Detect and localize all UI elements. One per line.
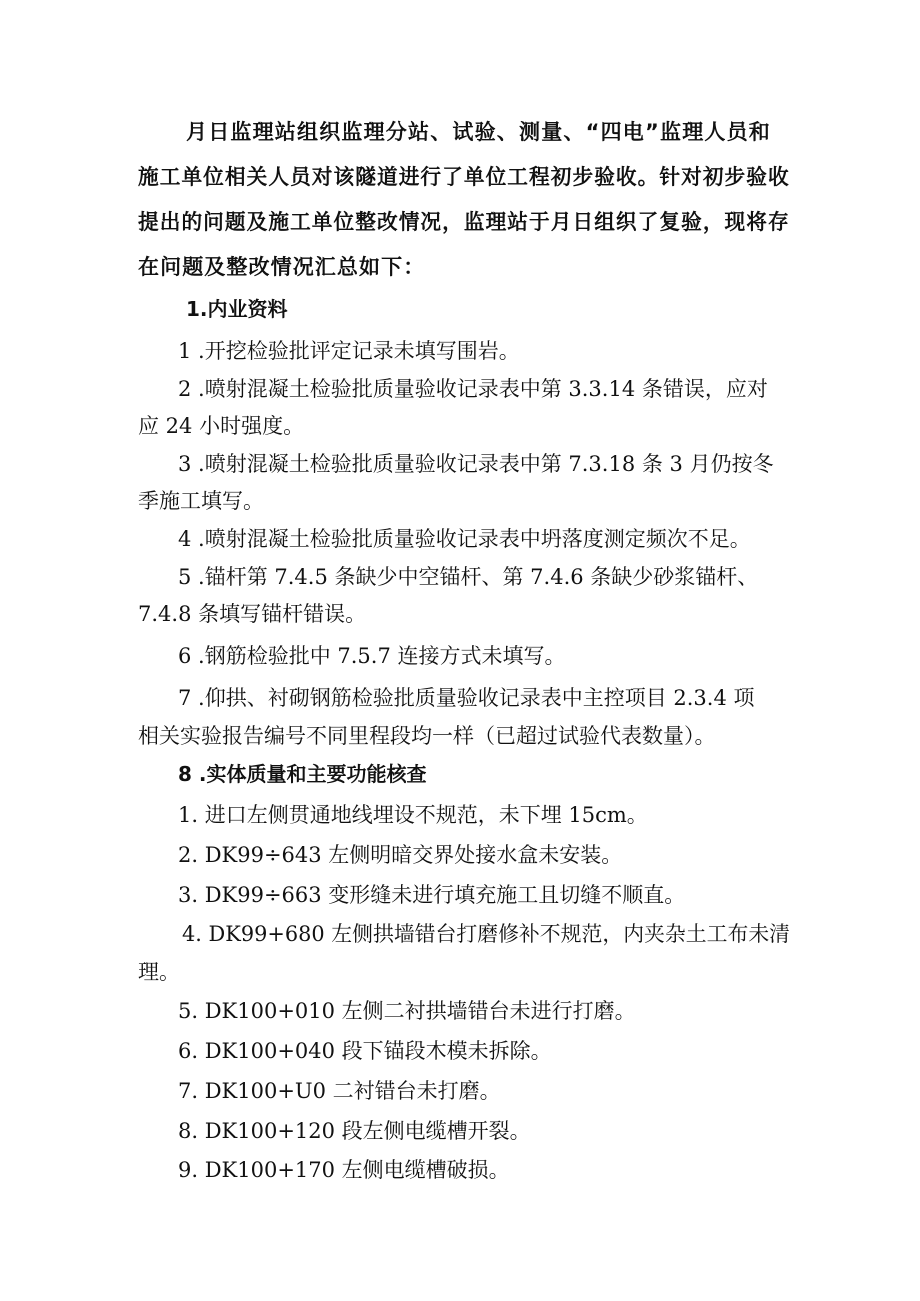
- list-item-continuation: 理。: [138, 960, 180, 984]
- intro-line-2: 施工单位相关人员对该隧道进行了单位工程初步验收。针对初步验收: [138, 165, 790, 189]
- list-item: 3. DK99÷663 变形缝未进行填充施工且切缝不顺直。: [178, 883, 686, 907]
- list-item: 7. DK100+U0 二衬错台未打磨。: [178, 1079, 501, 1103]
- list-item: 3 .喷射混凝土检验批质量验收记录表中第 7.3.18 条 3 月仍按冬: [178, 452, 774, 476]
- list-item: 5 .锚杆第 7.4.5 条缺少中空锚杆、第 7.4.6 条缺少砂浆锚杆、: [178, 565, 759, 589]
- list-item: 6. DK100+040 段下锚段木模未拆除。: [178, 1039, 552, 1063]
- section-heading-physical-quality: 8 .实体质量和主要功能核查: [178, 762, 427, 786]
- list-item: 1. 进口左侧贯通地线埋设不规范，未下埋 15cm。: [178, 803, 648, 827]
- list-item-continuation: 季施工填写。: [138, 489, 264, 513]
- list-item: 5. DK100+010 左侧二衬拱墙错台未进行打磨。: [178, 999, 636, 1023]
- list-item-continuation: 7.4.8 条填写锚杆错误。: [138, 602, 367, 626]
- list-item: 4 .喷射混凝土检验批质量验收记录表中坍落度测定频次不足。: [178, 527, 751, 551]
- list-item: 8. DK100+120 段左侧电缆槽开裂。: [178, 1119, 531, 1143]
- list-item: 7 .仰拱、衬砌钢筋检验批质量验收记录表中主控项目 2.3.4 项: [178, 686, 755, 710]
- list-item: 2 .喷射混凝土检验批质量验收记录表中第 3.3.14 条错误，应对: [178, 377, 768, 401]
- intro-line-3: 提出的问题及施工单位整改情况，监理站于月日组织了复验，现将存: [138, 210, 790, 234]
- intro-line-4: 在问题及整改情况汇总如下：: [138, 255, 426, 279]
- section-heading-internal-documents: 1.内业资料: [186, 297, 288, 321]
- list-item: 2. DK99÷643 左侧明暗交界处接水盒未安装。: [178, 843, 623, 867]
- list-item: 4. DK99+680 左侧拱墙错台打磨修补不规范，内夹杂土工布未清: [182, 922, 791, 946]
- list-item: 9. DK100+170 左侧电缆槽破损。: [178, 1158, 510, 1182]
- intro-line-1: 月日监理站组织监理分站、试验、测量、“四电”监理人员和: [186, 120, 772, 144]
- list-item: 1 .开挖检验批评定记录未填写围岩。: [178, 339, 520, 363]
- list-item-continuation: 应 24 小时强度。: [138, 414, 305, 438]
- list-item-continuation: 相关实验报告编号不同里程段均一样（已超过试验代表数量）。: [138, 724, 716, 748]
- list-item: 6 .钢筋检验批中 7.5.7 连接方式未填写。: [178, 644, 566, 668]
